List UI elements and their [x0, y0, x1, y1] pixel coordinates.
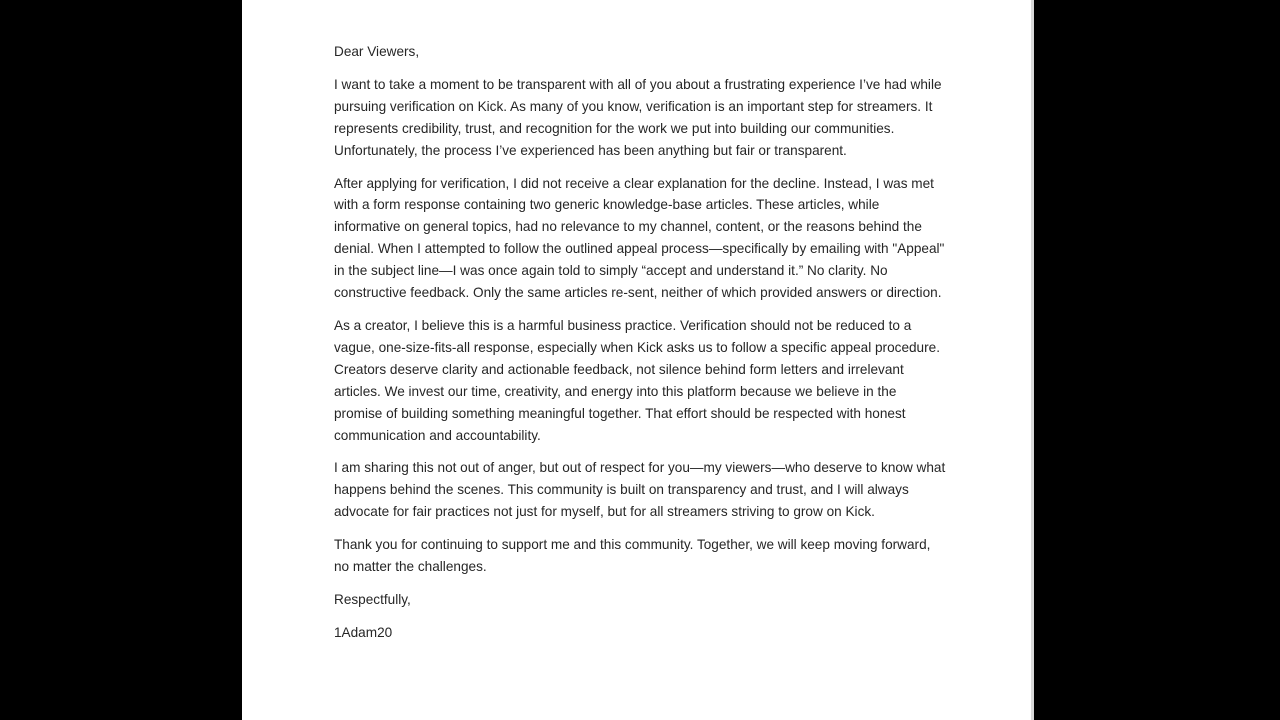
- document-page: [242, 0, 1034, 720]
- letter-body: [334, 41, 948, 655]
- closing: Respectfully,: [334, 591, 411, 607]
- paragraph-intro: I want to take a moment to be transparent with all of you about a frustrating experience I’ve had while pursuing verification on Kick. As many of you know, verification is an important step for streamers. It represents credibility, trust, and recognition for the work we put into building our communities. Unfortunately, the process I’ve experienced has been anything but fair or transparent.: [334, 76, 942, 158]
- paragraph-appeal: After applying for verification, I did not receive a clear explanation for the decline. Instead, I was met with a form response containing two generic knowledge-base articles. These articles, while informative on general topics, had no relevance to my channel, content, or the reasons behind the denial. When I attempted to follow the outlined appeal process—specifically by emailing with "Appeal" in the subject line—I was once again told to simply “accept and understand it.” No clarity. No constructive feedback. Only the same articles re-sent, neither of which provided answers or direction.: [334, 175, 945, 301]
- salutation: Dear Viewers,: [334, 44, 420, 59]
- paragraph-sharing: I am sharing this not out of anger, but out of respect for you—my viewers—who deserve to know what happens behind the scenes. This community is built on transparency and trust, and I will always advocate for fair practices not just for myself, but for all streamers striving to grow on Kick.: [334, 460, 946, 520]
- paragraph-creator-view: As a creator, I believe this is a harmful business practice. Verification should not be reduced to a vague, one-size-fits-all response, especially when Kick asks us to follow a specific appeal procedure. Creators deserve clarity and actionable feedback, not silence behind form letters and irrelevant articles. We invest our time, creativity, and energy into this platform because we believe in the promise of building something meaningful together. That effort should be respected with honest communication and accountability.: [334, 317, 940, 443]
- signature: 1Adam20: [334, 624, 393, 640]
- paragraph-thanks: Thank you for continuing to support me and this community. Together, we will keep moving forward, no matter the challenges.: [334, 537, 931, 575]
